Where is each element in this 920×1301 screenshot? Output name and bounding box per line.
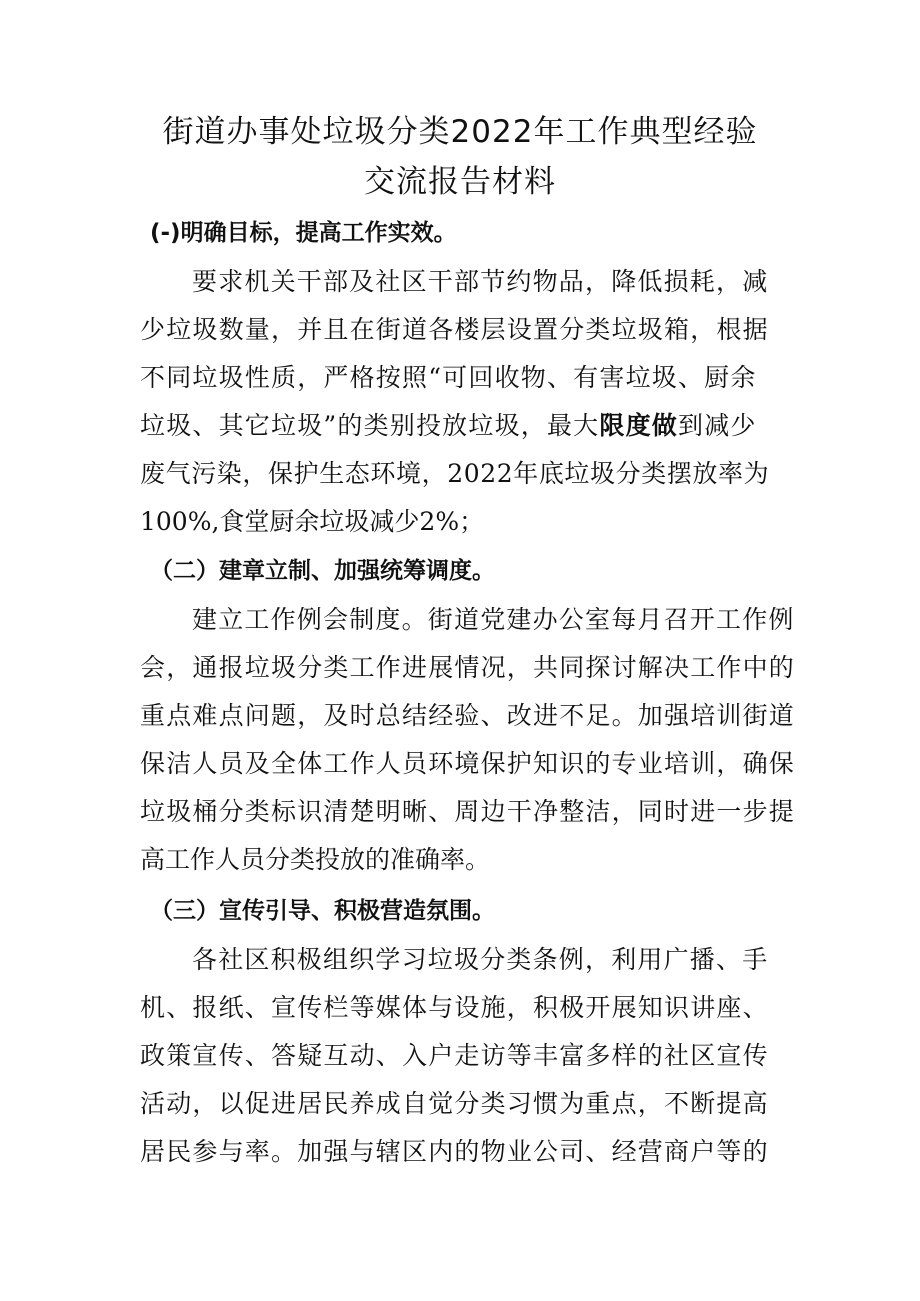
section-2-heading: （二）建章立制、加强统筹调度。 — [150, 558, 495, 584]
paragraph-line: 100%,食堂厨余垃圾减少2%； — [140, 507, 485, 536]
paragraph-line: 废气污染，保护生态环境，2022年底垃圾分类摆放率为 — [140, 459, 770, 488]
section-2-paragraph — [140, 596, 796, 884]
paragraph-line: 重点难点问题，及时总结经验、改进不足。加强培训街道 — [140, 701, 796, 730]
paragraph-line: 要求机关干部及社区干部节约物品，降低损耗，减 — [192, 267, 769, 296]
paragraph-line: 高工作人员分类投放的准确率。 — [140, 845, 491, 874]
paragraph-line: 各社区积极组织学习垃圾分类条例，利用广播、手 — [192, 945, 769, 974]
paragraph-line: 会，通报垃圾分类工作进展情况，共同探讨解决工作中的 — [140, 653, 796, 682]
paragraph-line: 不同垃圾性质，严格按照“可回收物、有害垃圾、厨余 — [140, 363, 757, 392]
document-title-line-2: 交流报告材料 — [364, 164, 556, 200]
paragraph-line: 机、报纸、宣传栏等媒体与设施，积极开展知识讲座、 — [140, 993, 769, 1022]
paragraph-text: 垃圾、其它垃圾”的类别投放垃圾，最大 — [140, 411, 600, 440]
section-3-paragraph — [140, 936, 790, 1176]
document-title-line-1: 街道办事处垃圾分类2022年工作典型经验 — [162, 114, 758, 150]
paragraph-line: 居民参与率。加强与辖区内的物业公司、经营商户等的 — [140, 1137, 769, 1166]
paragraph-text: 到减少 — [678, 411, 757, 440]
section-1-paragraph — [140, 258, 790, 546]
paragraph-line: 活动，以促进居民养成自觉分类习惯为重点，不断提高 — [140, 1089, 769, 1118]
paragraph-line: 政策宣传、答疑互动、入户走访等丰富多样的社区宣传 — [140, 1041, 769, 1070]
paragraph-line: 少垃圾数量，并且在街道各楼层设置分类垃圾箱，根据 — [140, 315, 769, 344]
paragraph-line: 保洁人员及全体工作人员环境保护知识的专业培训，确保 — [140, 749, 796, 778]
section-1-heading: (-)明确目标，提高工作实效。 — [150, 220, 457, 246]
paragraph-line — [140, 402, 790, 450]
paragraph-line: 建立工作例会制度。街道党建办公室每月召开工作例 — [192, 605, 795, 634]
paragraph-line: 垃圾桶分类标识清楚明晰、周边干净整洁，同时进一步提 — [140, 797, 796, 826]
bold-emphasis: 限度做 — [599, 411, 678, 440]
section-3-heading: （三）宣传引导、积极营造氛围。 — [150, 898, 495, 924]
